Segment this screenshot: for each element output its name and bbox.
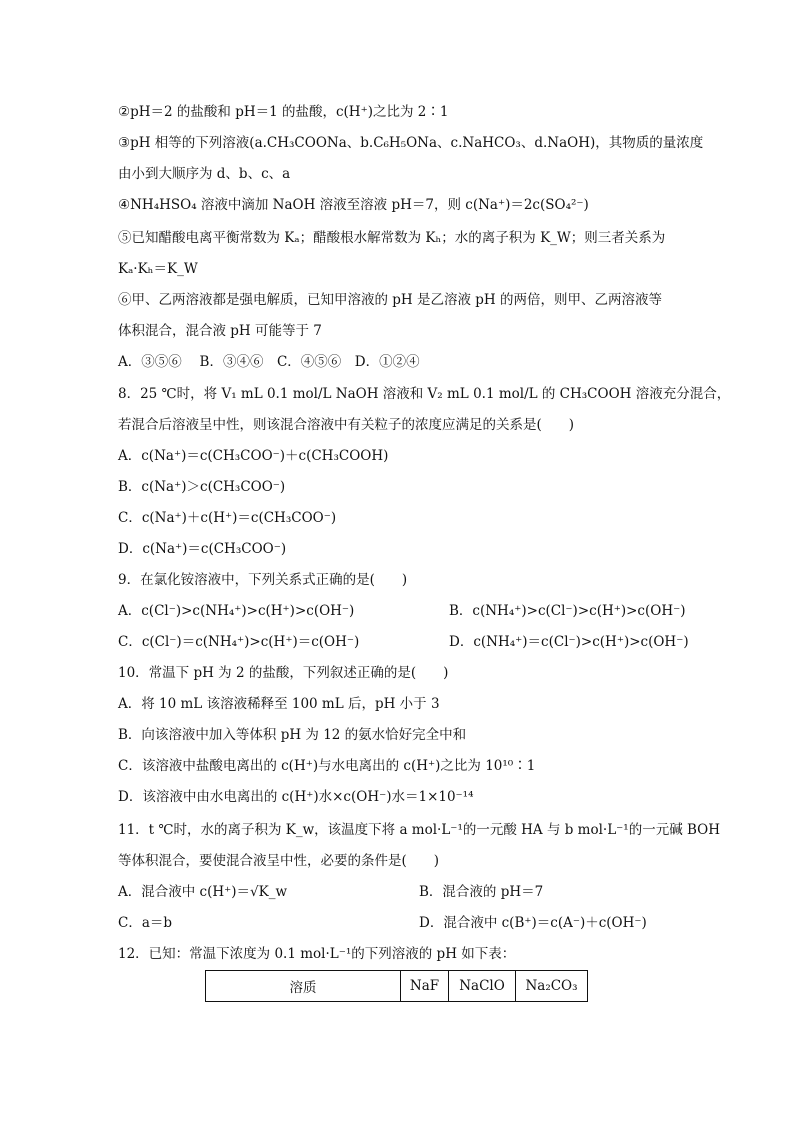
q9-option-c: C．c(Cl⁻)＝c(NH₄⁺)>c(H⁺)＝c(OH⁻) xyxy=(118,634,360,650)
q11-option-d: D．混合液中 c(B⁺)＝c(A⁻)＋c(OH⁻) xyxy=(419,915,647,931)
statement-2: ②pH＝2 的盐酸和 pH＝1 的盐酸，c(H⁺)之比为 2∶1 xyxy=(118,104,449,120)
q11-option-c: C．a＝b xyxy=(118,915,173,931)
q10-option-c: C．该溶液中盐酸电离出的 c(H⁺)与水电离出的 c(H⁺)之比为 10¹⁰∶1 xyxy=(118,758,536,774)
statement-6: ⑥甲、乙两溶液都是强电解质，已知甲溶液的 pH 是乙溶液 pH 的两倍，则甲、乙两溶液等 xyxy=(118,292,662,308)
q9-option-a: A．c(Cl⁻)>c(NH₄⁺)>c(H⁺)>c(OH⁻) xyxy=(118,603,355,619)
statement-6-cont: 体积混合，混合液 pH 可能等于 7 xyxy=(118,323,322,339)
statement-5: ⑤已知醋酸电离平衡常数为 Kₐ；醋酸根水解常数为 Kₕ；水的离子积为 K_W；则三者关系为 xyxy=(118,230,666,246)
statement-4: ④NH₄HSO₄ 溶液中滴加 NaOH 溶液至溶液 pH＝7，则 c(Na⁺)＝2c(SO₄²⁻) xyxy=(118,197,589,213)
q10-option-a: A．将 10 mL 该溶液稀释至 100 mL 后，pH 小于 3 xyxy=(118,696,440,712)
q8-option-a: A．c(Na⁺)＝c(CH₃COO⁻)＋c(CH₃COOH) xyxy=(118,448,389,464)
q10-option-d: D．该溶液中由水电离出的 c(H⁺)水×c(OH⁻)水＝1×10⁻¹⁴ xyxy=(118,789,474,805)
statement-5-cont: Kₐ·Kₕ＝K_W xyxy=(118,261,198,277)
table-header-naclo: NaClO xyxy=(449,971,516,1002)
q11-stem: 11．t ℃时，水的离子积为 K_w，该温度下将 a mol·L⁻¹的一元酸 HA 与 b mol·L⁻¹的一元碱 BOH xyxy=(118,822,721,838)
q9-stem: 9．在氯化铵溶液中，下列关系式正确的是( ) xyxy=(118,572,408,588)
statement-3-cont: 由小到大顺序为 d、b、c、a xyxy=(118,166,291,182)
q10-option-b: B．向该溶液中加入等体积 pH 为 12 的氨水恰好完全中和 xyxy=(118,727,467,743)
q7-options: A．③⑤⑥ B．③④⑥ C．④⑤⑥ D．①②④ xyxy=(118,354,420,370)
table-header-naf: NaF xyxy=(401,971,449,1002)
q8-option-d: D．c(Na⁺)＝c(CH₃COO⁻) xyxy=(118,541,287,557)
q11-stem-cont: 等体积混合，要使混合液呈中性，必要的条件是( ) xyxy=(118,853,440,869)
q10-stem: 10．常温下 pH 为 2 的盐酸，下列叙述正确的是( ) xyxy=(118,665,449,681)
q12-stem: 12．已知：常温下浓度为 0.1 mol·L⁻¹的下列溶液的 pH 如下表： xyxy=(118,946,516,962)
q8-stem: 8．25 ℃时，将 V₁ mL 0.1 mol/L NaOH 溶液和 V₂ mL 0.1 mol/L 的 CH₃COOH 溶液充分混合， xyxy=(118,386,731,402)
q11-option-a: A．混合液中 c(H⁺)＝√K_w xyxy=(118,884,288,900)
table-row xyxy=(206,971,588,1002)
table-header-na2co3: Na₂CO₃ xyxy=(516,971,588,1002)
ph-table xyxy=(205,970,588,1002)
q8-option-c: C．c(Na⁺)＋c(H⁺)＝c(CH₃COO⁻) xyxy=(118,510,337,526)
q9-option-d: D．c(NH₄⁺)＝c(Cl⁻)>c(H⁺)>c(OH⁻) xyxy=(449,634,689,650)
q11-option-b: B．混合液的 pH＝7 xyxy=(419,884,544,900)
q8-option-b: B．c(Na⁺)＞c(CH₃COO⁻) xyxy=(118,479,286,495)
table-header-solute: 溶质 xyxy=(206,971,401,1002)
q8-stem-cont: 若混合后溶液呈中性，则该混合溶液中有关粒子的浓度应满足的关系是( ) xyxy=(118,417,575,433)
statement-3: ③pH 相等的下列溶液(a.CH₃COONa、b.C₆H₅ONa、c.NaHCO₃、d.NaOH)，其物质的量浓度 xyxy=(118,135,704,151)
q9-option-b: B．c(NH₄⁺)>c(Cl⁻)>c(H⁺)>c(OH⁻) xyxy=(449,603,686,619)
